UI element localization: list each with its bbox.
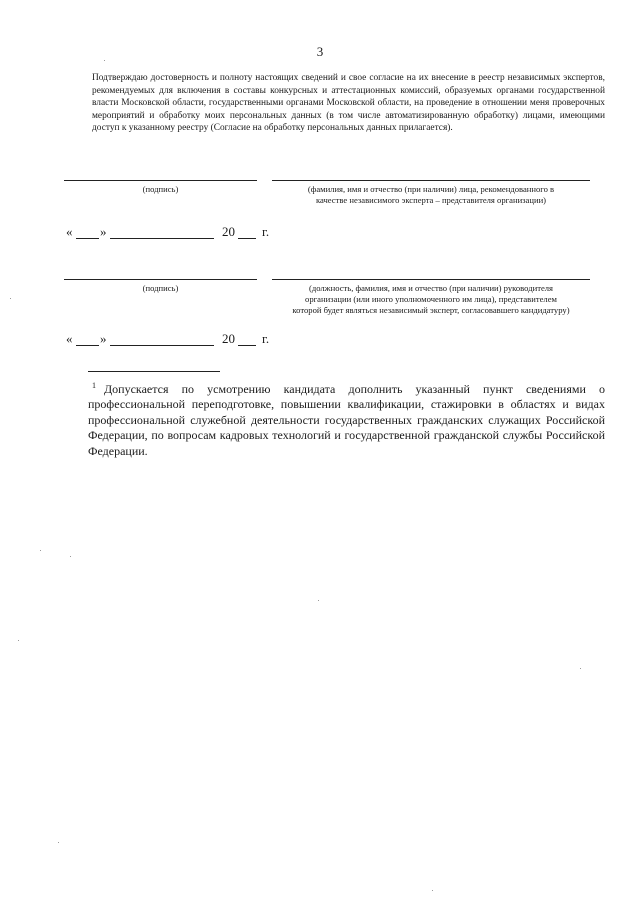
date-row-2 <box>66 331 286 347</box>
date-month-blank-1 <box>110 224 214 239</box>
footnote-text: Допускается по усмотрению кандидата дополнить указанный пункт сведениями о профессиональной переподготовке, повышении квалификации, стажировки в областях и видах профессиональной служебной деятельности государственных гражданских служащих Российской Федерации, по вопросам кадровых технологий и государственной гражданской службы Российской Федерации. <box>88 382 605 458</box>
name-caption-1: (фамилия, имя и отчество (при наличии) лица, рекомендованного в качестве независимого эксперта – представителя организации) <box>307 184 555 205</box>
date-year-blank-2 <box>238 331 256 346</box>
consent-paragraph: Подтверждаю достоверность и полноту настоящих сведений и свое согласие на их внесение в реестр независимых экспертов, рекомендуемых для включения в составы конкурсных и аттестационных комиссий, образуемых органами государственной власти Московской области, государственными органами Московской области, на проведение в отношении меня проверочных мероприятий и обработку моих персональных данных (в том числе автоматизированную обработку) лицами, имеющими доступ к указанному реестру (Согласие на обработку персональных данных прилагается). <box>92 73 605 134</box>
date-year-prefix-2: 20 <box>222 331 235 346</box>
date-year-prefix-1: 20 <box>222 224 235 239</box>
scan-speck <box>580 668 581 669</box>
signature-caption-1: (подпись) <box>142 184 179 194</box>
date-day-blank-1 <box>76 224 99 239</box>
date-year-suffix-1: г. <box>262 224 270 239</box>
scan-speck <box>318 600 319 601</box>
footnote-marker: 1 <box>92 381 96 390</box>
scan-speck <box>18 640 19 641</box>
scan-speck <box>70 556 71 557</box>
name-line-1 <box>272 180 590 181</box>
date-close-quote-2: » <box>100 331 107 346</box>
footnote <box>88 378 605 459</box>
date-month-blank-2 <box>110 331 214 346</box>
scan-speck <box>104 60 105 61</box>
scan-speck <box>10 298 11 299</box>
name-caption-2: (должность, фамилия, имя и отчество (при наличии) руководителя организации (или иного уполномоченного им лица), представителем которой будет являться независимый эксперт, согласовавшего кандидатуру) <box>292 283 570 315</box>
date-open-quote-2: « <box>66 331 73 346</box>
page-number: 3 <box>316 44 324 59</box>
signature-line-2 <box>64 279 257 280</box>
scan-speck <box>432 890 433 891</box>
date-close-quote-1: » <box>100 224 107 239</box>
date-row-1 <box>66 224 286 240</box>
signature-line-1 <box>64 180 257 181</box>
signature-caption-2: (подпись) <box>142 283 179 293</box>
name-line-2 <box>272 279 590 280</box>
date-open-quote-1: « <box>66 224 73 239</box>
date-year-suffix-2: г. <box>262 331 270 346</box>
date-year-blank-1 <box>238 224 256 239</box>
date-day-blank-2 <box>76 331 99 346</box>
scan-speck <box>40 550 41 551</box>
footnote-separator <box>88 371 220 372</box>
scan-speck <box>58 842 59 843</box>
